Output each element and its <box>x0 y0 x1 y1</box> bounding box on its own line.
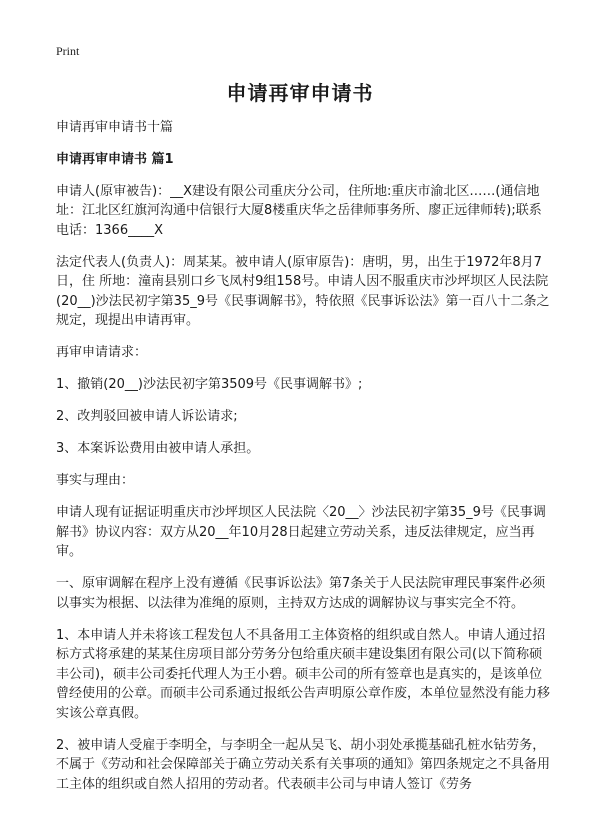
paragraph-facts-heading: 事实与理由： <box>56 473 135 488</box>
document-title: 申请再审申请书 <box>226 81 374 105</box>
paragraph-request-1: 1、撤销(20__)沙法民初字第3509号《民事调解书》; <box>56 377 363 392</box>
document-subtitle: 申请再审申请书十篇 <box>56 120 174 135</box>
paragraph-point-1-1: 1、本申请人并未将该工程发包人不具备用工主体资格的组织或自然人。申请人通过招标方式将承建的某某住房项目部分劳务分包给重庆硕丰建设集团有限公司(以下简称硕丰公司)，硕丰公司委托代理人为王小碧。硕丰公司的所有签章也是真实的，是该单位曾经使用的公章。而硕丰公司系通过报纸公告声明原公章作废，本单位显然没有能力移实该公章真假。 <box>56 627 551 721</box>
paragraph-representative: 法定代表人(负责人)：周某某。被申请人(原审原告)：唐明，男，出生于1972年8月7日，住 所地：潼南县别口乡飞凤村9组158号。申请人因不服重庆市沙坪坝区人民法院(20__)沙法民初字第35_9号《民事调解书》，特依照《民事诉讼法》第一百八十二条之规定，现提出申请再审。 <box>56 254 550 328</box>
document-body <box>56 118 552 807</box>
paragraph-facts-intro: 申请人现有证据证明重庆市沙坪坝区人民法院〈20__〉沙法民初字第35_9号《民事调解书》协议内容：双方从20__年10月28日起建立劳动关系，违反法律规定，应当再审。 <box>56 505 546 559</box>
paragraph-request-heading: 再审申请请求： <box>56 345 148 360</box>
paragraph-point-1-2: 2、被申请人受雇于李明全，与李明全一起从吴飞、胡小羽处承揽基础孔桩水钻劳务，不属于《劳动和社会保障部关于确立劳动关系有关事项的通知》第四条规定之不具备用工主体的组织或自然人招用的劳动者。代表硕丰公司与申请人签订《劳务 <box>56 737 551 792</box>
section-heading: 申请再审申请书 篇1 <box>56 151 174 167</box>
paragraph-point-1: 一、原审调解在程序上没有遵循《民事诉讼法》第7条关于人民法院审理民事案件必须以事实为根据、以法律为准绳的原则，主持双方达成的调解协议与事实完全不符。 <box>56 576 546 611</box>
print-label: Print <box>56 44 80 58</box>
paragraph-request-3: 3、本案诉讼费用由被申请人承担。 <box>56 441 260 456</box>
paragraph-request-2: 2、改判驳回被申请人诉讼请求; <box>56 409 238 424</box>
paragraph-applicant: 申请人(原审被告)：__X建设有限公司重庆分公司，住所地:重庆市渝北区……(通信地址：江北区红旗河沟通中信银行大厦8楼重庆华之岳律师事务所、廖正远律师转);联系电话：1366____X <box>56 183 542 238</box>
